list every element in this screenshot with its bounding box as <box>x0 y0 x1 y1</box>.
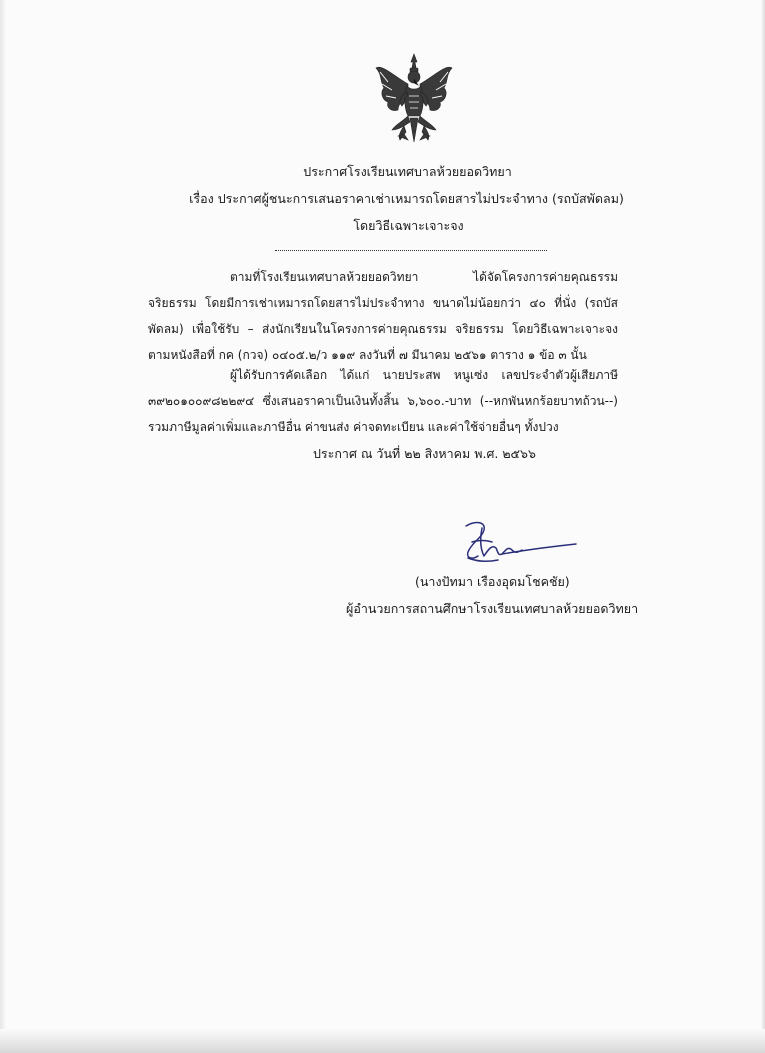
garuda-emblem-icon <box>374 52 454 144</box>
winner-paragraph: ผู้ได้รับการคัดเลือก ได้แก่ นายประสพ หนูเซ่ง เลขประจำตัวผู้เสียภาษี ๓๙๒๐๑๐๐๙๘๒๒๙๔ ซึ่งเสนอราคาเป็นเงินทั้งสิ้น ๖,๖๐๐.-บาท (--หกพันหกร้อยบาทถ้วน--) รวมภาษีมูลค่าเพิ่มและภาษีอื่น ค่าขนส่ง ค่าจดทะเบียน และค่าใช้จ่ายอื่นๆ ทั้งปวง <box>148 368 618 434</box>
dotted-divider <box>275 250 547 251</box>
page-edge-right <box>761 0 765 1053</box>
announcement-subject: เรื่อง ประกาศผู้ชนะการเสนอราคาเช่าเหมารถโดยสารไม่ประจำทาง (รถบัสพัดลม) <box>189 191 624 206</box>
background-paragraph: ตามที่โรงเรียนเทศบาลห้วยยอดวิทยา ได้จัดโครงการค่ายคุณธรรม จริยธรรม โดยมีการเช่าเหมารถโดยสารไม่ประจำทาง ขนาดไม่น้อยกว่า ๔๐ ที่นั่ง (รถบัสพัดลม) เพื่อใช้รับ – ส่งนักเรียนในโครงการค่ายคุณธรรม จริยธรรม โดยวิธีเฉพาะเจาะจง ตามหนังสือที่ กค (กวจ) ๐๔๐๕.๒/ว ๑๑๙ ลงวันที่ ๗ มีนาคม ๒๕๖๑ ตาราง ๑ ข้อ ๓ นั้น <box>148 270 618 362</box>
procurement-method: โดยวิธีเฉพาะเจาะจง <box>353 218 464 233</box>
announcement-title: ประกาศโรงเรียนเทศบาลห้วยยอดวิทยา <box>303 164 512 179</box>
page-edge-left <box>0 0 6 1053</box>
signer-name: (นางปัทมา เรืองอุดมโชคชัย) <box>415 574 570 589</box>
page-edge-bottom <box>0 1029 765 1053</box>
handwritten-signature <box>458 518 584 568</box>
signer-title: ผู้อำนวยการสถานศึกษาโรงเรียนเทศบาลห้วยยอดวิทยา <box>346 601 639 616</box>
announcement-date: ประกาศ ณ วันที่ ๒๒ สิงหาคม พ.ศ. ๒๕๖๖ <box>313 446 536 461</box>
